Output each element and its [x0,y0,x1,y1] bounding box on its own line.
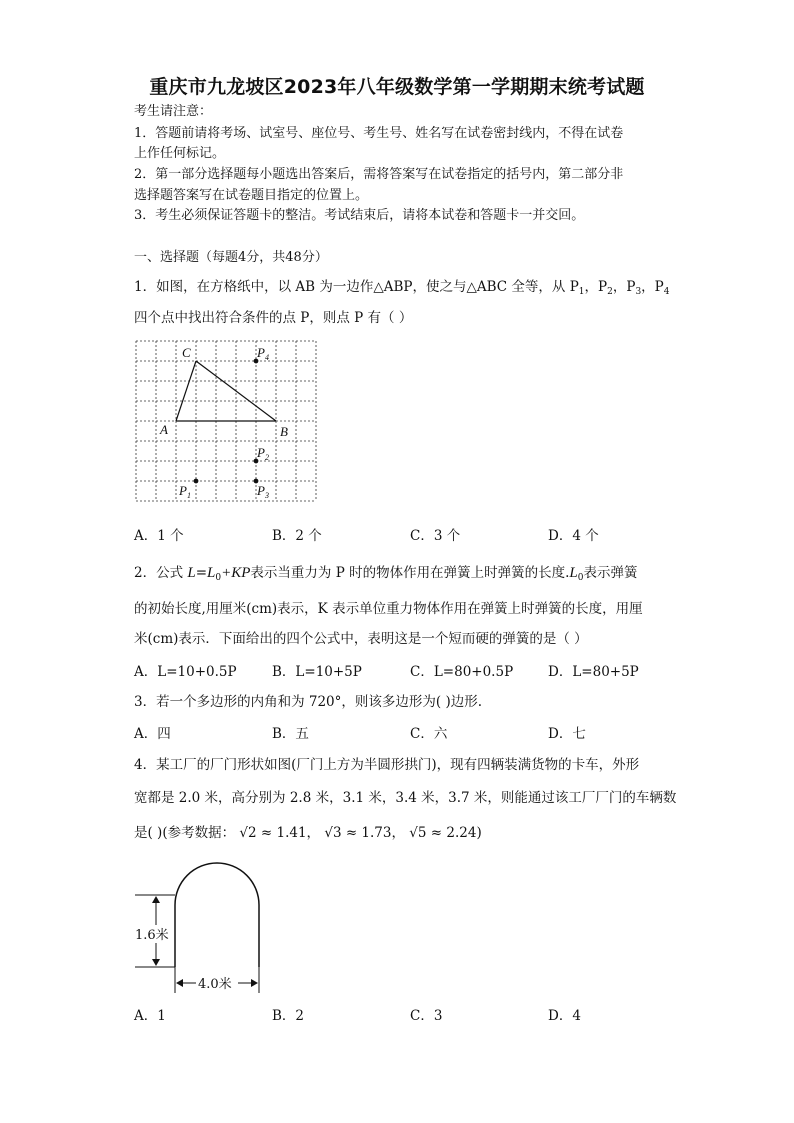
l0-letter: L [569,565,578,581]
up-arrow-icon [152,896,160,903]
notice-item-2b: 选择题答案写在试卷题目指定的位置上。 [134,188,369,203]
q3-text: 3．若一个多边形的内角和为 720°，则该多边形为( )边形. [134,694,483,710]
q1-option-d: D．4 个 [548,528,599,544]
q4-option-c: C．3 [410,1008,443,1024]
formula-rest: +KP [221,565,251,581]
q2-option-d: D．L=80+5P [548,664,639,680]
q1-sub-4: 4 [663,287,670,297]
right-arrow-icon [251,979,258,987]
down-arrow-icon [152,959,160,966]
q4-line3-lead: 是( )(参考数据： [134,825,236,841]
notice-heading: 考生请注意： [134,104,213,119]
label-c: C [182,345,191,360]
q1-grid-figure [125,330,325,510]
formula-sub0: 0 [215,573,222,583]
q2-line2: 的初始长度,用厘米(cm)表示，K 表示单位重力物体作用在弹簧上时弹簧的长度，用厘 [134,601,643,617]
q4-line1: 4．某工厂的厂门形状如图(厂门上方为半圆形拱门)，现有四辆装满货物的卡车，外形 [134,757,640,773]
q1-option-b: B．2 个 [272,528,322,544]
q4-option-b: B．2 [272,1008,305,1024]
notice-item-1a: 1．答题前请将考场、试室号、座位号、考生号、姓名写在试卷密封线内，不得在试卷 [134,126,624,141]
q4-gate-figure [130,855,270,1000]
q1-text: 1．如图，在方格纸中，以 AB 为一边作△ABP，使之与△ABC 全等，从 P [134,279,579,295]
gate-height-label: 1.6米 [135,928,169,943]
notice-item-2a: 2．第一部分选择题每小题选出答案后，需将答案写在试卷指定的括号内，第二部分非 [134,167,624,182]
formula-l: L [187,565,196,581]
label-b: B [280,424,288,439]
q1-option-a: A．1 个 [134,528,184,544]
q2-option-a: A．L=10+0.5P [134,664,237,680]
label-p3: $P_3$ [257,483,269,500]
left-arrow-icon [176,979,183,987]
q1-sub-3: 3 [635,287,642,297]
q1-comma-2: ，P [612,279,636,295]
ref-sqrt2: √2 ≈ 1.41， [239,825,321,841]
gate-outline [175,863,259,967]
q1-sub-2: 2 [607,287,613,297]
q3-option-d: D．七 [548,726,586,742]
q4-line3 [134,821,482,841]
q1-sub-1: 1 [578,287,585,297]
q3-option-c: C．六 [410,726,448,742]
ref-sqrt5: √5 ≈ 2.24) [409,825,482,841]
q4-option-d: D．4 [548,1008,581,1024]
q1-line2: 四个点中找出符合条件的点 P，则点 P 有（ ） [134,310,413,326]
q2-option-c: C．L=80+0.5P [410,664,514,680]
q2-lead: 2．公式 [134,565,184,581]
q2-option-b: B．L=10+5P [272,664,362,680]
notice-item-3: 3．考生必须保证答题卡的整洁。考试结束后，请将本试卷和答题卡一并交回。 [134,208,585,223]
formula-l0: L [207,565,216,581]
q1-line1 [134,275,670,297]
label-p4: $P_4$ [257,345,269,362]
l0-sub: 0 [577,573,584,583]
q3-option-a: A．四 [134,726,171,742]
q2-line3: 米(cm)表示．下面给出的四个公式中，表明这是一个短而硬的弹簧的是（ ） [134,631,588,647]
q1-comma-3: ，P [641,279,664,295]
q1-comma-1: ，P [584,279,608,295]
triangle-abc [176,361,276,421]
formula-eq: = [195,565,208,581]
q4-option-a: A．1 [134,1008,166,1024]
label-p1: $P_1$ [179,483,191,500]
q3-option-b: B．五 [272,726,309,742]
gate-width-label: 4.0米 [198,977,232,992]
page-title: 重庆市九龙坡区2023年八年级数学第一学期期末统考试题 [149,76,645,98]
ref-sqrt3: √3 ≈ 1.73， [324,825,405,841]
point-p1 [194,479,199,484]
q2-tail: 表示弹簧 [583,565,638,581]
label-a: A [160,422,168,437]
q2-mid: 表示当重力为 P 时的物体作用在弹簧上时弹簧的长度. [250,565,570,581]
label-p2: $P_2$ [257,445,269,462]
q2-line1 [134,561,637,583]
section-heading: 一、选择题（每题4分，共48分） [134,250,328,265]
q1-option-c: C．3 个 [410,528,461,544]
notice-item-1b: 上作任何标记。 [134,146,226,161]
q4-line2: 宽都是 2.0 米，高分别为 2.8 米，3.1 米，3.4 米，3.7 米，则能通过该工厂厂门的车辆数 [134,790,677,806]
